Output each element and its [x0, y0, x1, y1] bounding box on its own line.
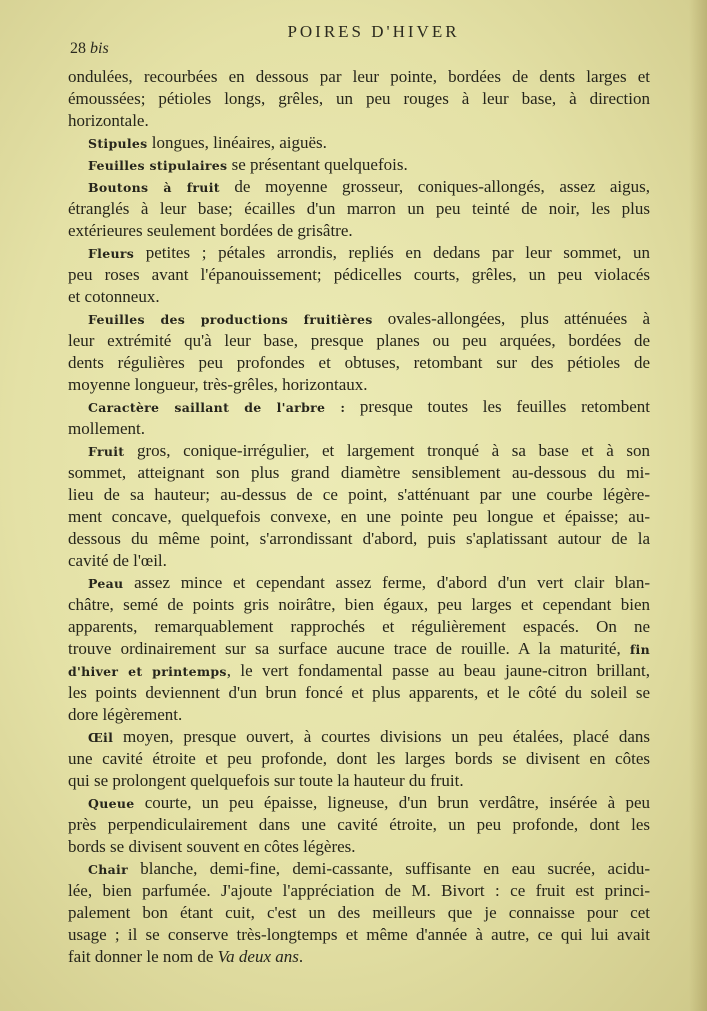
text-line: [68, 440, 650, 462]
line-text: longues, linéaires, aiguës.: [147, 133, 327, 152]
line-text: courte, un peu épaisse, ligneuse, d'un brun verdâtre, insérée à peu: [134, 793, 650, 812]
line-text: ovales-allongées, plus atténuées à: [372, 309, 650, 328]
line-text: les points deviennent d'un brun foncé et plus apparents, et le côté du soleil se: [68, 683, 650, 702]
text-line: [68, 374, 650, 396]
bold-term: d'hiver et printemps: [68, 664, 227, 679]
line-text: moyenne longueur, très-grêles, horizontaux.: [68, 375, 368, 394]
page-edge-shadow: [689, 0, 707, 1011]
text-line: [68, 484, 650, 506]
line-text: se présentant quelquefois.: [227, 155, 408, 174]
line-text: .: [298, 947, 304, 966]
text-line: [68, 550, 650, 572]
page-body-text: [68, 66, 650, 968]
text-line: [68, 682, 650, 704]
text-line: [68, 352, 650, 374]
line-text: châtre, semé de points gris noirâtre, bien égaux, peu larges et cependant bien: [68, 595, 650, 614]
line-text: palement bon étant cuit, c'est un des meilleurs que je connaisse pour cet: [68, 903, 650, 922]
bold-term: Boutons à fruit: [88, 180, 220, 195]
line-text: peu roses avant l'épanouissement; pédicelles courts, grêles, un peu violacés: [68, 265, 650, 284]
text-line: [68, 176, 650, 198]
page-number: [70, 40, 109, 58]
bold-term: fin: [629, 642, 650, 657]
line-text: ondulées, recourbées en dessous par leur pointe, bordées de dents larges et: [68, 67, 650, 86]
text-line: [68, 88, 650, 110]
text-line: [68, 902, 650, 924]
text-line: [68, 814, 650, 836]
line-text: étranglés à leur base; écailles d'un marron un peu teinté de noir, les plus: [68, 199, 650, 218]
text-line: [68, 594, 650, 616]
text-line: [68, 660, 650, 682]
line-text: gros, conique-irrégulier, et largement tronqué à sa base et à son: [124, 441, 650, 460]
running-header: POIRES D'HIVER: [287, 22, 460, 41]
text-line: [68, 616, 650, 638]
text-line: [68, 396, 650, 418]
line-text: fait donner le nom de: [68, 947, 218, 966]
line-text: blanche, demi-fine, demi-cassante, suffisante en eau sucrée, acidu-: [127, 859, 650, 878]
line-text: apparents, remarquablement rapprochés et régulièrement espacés. On ne: [68, 617, 650, 636]
bold-term: Queue: [88, 796, 135, 811]
page-number-suffix: bis: [90, 40, 109, 57]
bold-term: Œil: [88, 730, 114, 745]
text-line: [68, 638, 650, 660]
text-line: [68, 726, 650, 748]
line-text: horizontale.: [68, 111, 149, 130]
line-text: bords se divisent souvent en côtes légères.: [68, 837, 356, 856]
bold-term: Peau: [88, 576, 124, 591]
line-text: leur extrémité qu'à leur base, presque planes ou peu arquées, bordées de: [68, 331, 650, 350]
line-text: petites ; pétales arrondis, repliés en dedans par leur sommet, un: [134, 243, 650, 262]
text-line: [68, 836, 650, 858]
line-text: et cotonneux.: [68, 287, 160, 306]
bold-term: Fleurs: [88, 246, 135, 261]
text-line: [68, 110, 650, 132]
text-line: [68, 132, 650, 154]
line-text: lieu de sa hauteur; au-dessus de ce point, s'atténuant par une courbe légère-: [68, 485, 650, 504]
line-text: une cavité étroite et peu profonde, dont les larges bords se divisent en côtes: [68, 749, 650, 768]
line-text: émoussées; pétioles longs, grêles, un peu rouges à leur base, à direction: [68, 89, 650, 108]
line-text: usage ; il se conserve très-longtemps et même d'année à autre, ce qui lui avait: [68, 925, 650, 944]
bold-term: Caractère saillant de l'arbre :: [88, 400, 346, 415]
page-number-value: 28: [70, 40, 86, 57]
line-text: moyen, presque ouvert, à courtes divisions un peu étalées, placé dans: [113, 727, 650, 746]
line-text: assez mince et cependant assez ferme, d'abord d'un vert clair blan-: [123, 573, 650, 592]
text-line: [68, 792, 650, 814]
text-line: [68, 858, 650, 880]
text-line: [68, 704, 650, 726]
text-line: [68, 748, 650, 770]
text-line: [68, 286, 650, 308]
line-text: dents régulières peu profondes et obtuses, retombant sur des pétioles de: [68, 353, 650, 372]
bold-term: Stipules: [88, 136, 148, 151]
line-text: , le vert fondamental passe au beau jaune-citron brillant,: [226, 661, 651, 680]
text-line: [68, 924, 650, 946]
text-line: [68, 572, 650, 594]
text-line: [68, 198, 650, 220]
text-line: [68, 330, 650, 352]
line-text: mollement.: [68, 419, 145, 438]
line-text: lée, bien parfumée. J'ajoute l'appréciation de M. Bivort : ce fruit est princi-: [68, 881, 650, 900]
text-line: [68, 770, 650, 792]
text-line: [68, 946, 650, 968]
text-line: [68, 418, 650, 440]
text-line: [68, 242, 650, 264]
line-text: trouve ordinairement sur sa surface aucune trace de rouille. A la maturité,: [68, 639, 630, 658]
line-text: extérieures seulement bordées de grisâtre.: [68, 221, 353, 240]
bold-term: Feuilles stipulaires: [88, 158, 228, 173]
line-text: près perpendiculairement dans une cavité étroite, un peu profonde, dont les: [68, 815, 650, 834]
italic-text: Va deux ans: [217, 947, 299, 966]
bold-term: Feuilles des productions fruitières: [88, 312, 373, 327]
line-text: presque toutes les feuilles retombent: [345, 397, 650, 416]
line-text: dore légèrement.: [68, 705, 183, 724]
text-line: [68, 880, 650, 902]
text-line: [68, 528, 650, 550]
line-text: dessous du même point, s'arrondissant d'abord, puis s'aplatissant autour de la: [68, 529, 650, 548]
text-line: [68, 462, 650, 484]
text-line: [68, 264, 650, 286]
text-line: [68, 220, 650, 242]
line-text: qui se prolongent quelquefois sur toute la hauteur du fruit.: [68, 771, 464, 790]
text-line: [68, 66, 650, 88]
bold-term: Fruit: [88, 444, 125, 459]
text-line: [68, 154, 650, 176]
line-text: cavité de l'œil.: [68, 551, 167, 570]
line-text: de moyenne grosseur, coniques-allongés, assez aigus,: [219, 177, 650, 196]
line-text: ment concave, quelquefois convexe, en une pointe peu longue et épaisse; au-: [68, 507, 650, 526]
text-line: [68, 506, 650, 528]
bold-term: Chair: [88, 862, 128, 877]
text-line: [68, 308, 650, 330]
line-text: sommet, atteignant son plus grand diamètre sensiblement au-dessous du mi-: [68, 463, 650, 482]
